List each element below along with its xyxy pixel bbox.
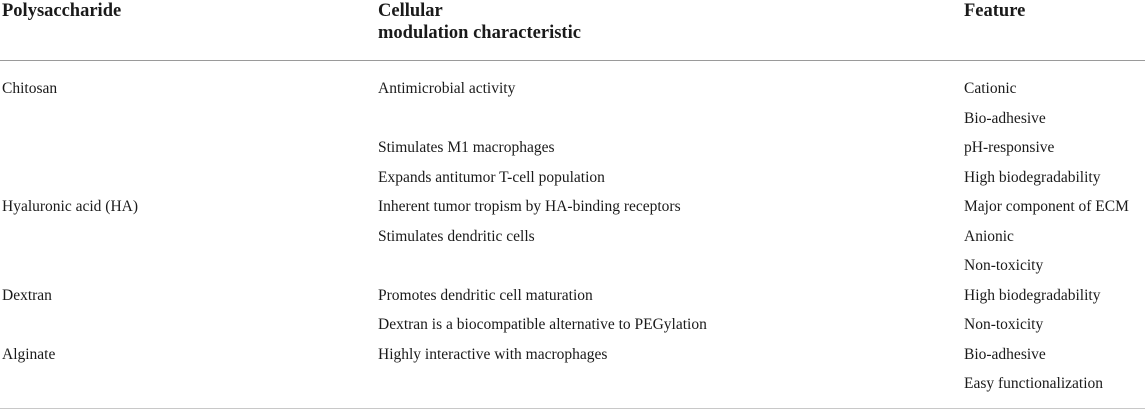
cell-characteristic: Antimicrobial activity	[378, 80, 516, 97]
header-polysaccharide	[2, 0, 121, 22]
header-feature-label: Feature	[964, 1, 1026, 21]
header-cellular-line1: Cellular	[378, 1, 443, 21]
table-bottom-rule	[0, 408, 1145, 409]
cell-characteristic: Inherent tumor tropism by HA-binding receptors	[378, 198, 681, 215]
cell-polysaccharide: Chitosan	[2, 80, 58, 97]
cell-feature: Anionic	[964, 228, 1014, 245]
cell-feature: High biodegradability	[964, 287, 1101, 304]
cell-polysaccharide: Dextran	[2, 287, 52, 304]
cell-feature: Major component of ECM	[964, 198, 1129, 215]
cell-feature: High biodegradability	[964, 169, 1101, 186]
header-cellular-modulation	[378, 0, 581, 44]
header-cellular-line2: modulation characteristic	[378, 23, 581, 43]
header-polysaccharide-label: Polysaccharide	[2, 1, 122, 21]
cell-characteristic: Dextran is a biocompatible alternative to PEGylation	[378, 316, 707, 333]
cell-feature: Non-toxicity	[964, 257, 1044, 274]
cell-polysaccharide: Hyaluronic acid (HA)	[2, 198, 139, 215]
cell-feature: Bio-adhesive	[964, 346, 1046, 363]
cell-characteristic: Stimulates dendritic cells	[378, 228, 535, 245]
cell-feature: Cationic	[964, 80, 1017, 97]
cell-feature: pH-responsive	[964, 139, 1055, 156]
cell-characteristic: Highly interactive with macrophages	[378, 346, 608, 363]
header-feature	[964, 0, 1025, 22]
cell-feature: Non-toxicity	[964, 316, 1044, 333]
cell-polysaccharide: Alginate	[2, 346, 56, 363]
cell-characteristic: Expands antitumor T-cell population	[378, 169, 605, 186]
header-divider	[0, 60, 1145, 61]
table-header	[0, 0, 1145, 60]
cell-characteristic: Stimulates M1 macrophages	[378, 139, 555, 156]
cell-characteristic: Promotes dendritic cell maturation	[378, 287, 593, 304]
cell-feature: Easy functionalization	[964, 375, 1104, 392]
cell-feature: Bio-adhesive	[964, 110, 1046, 127]
